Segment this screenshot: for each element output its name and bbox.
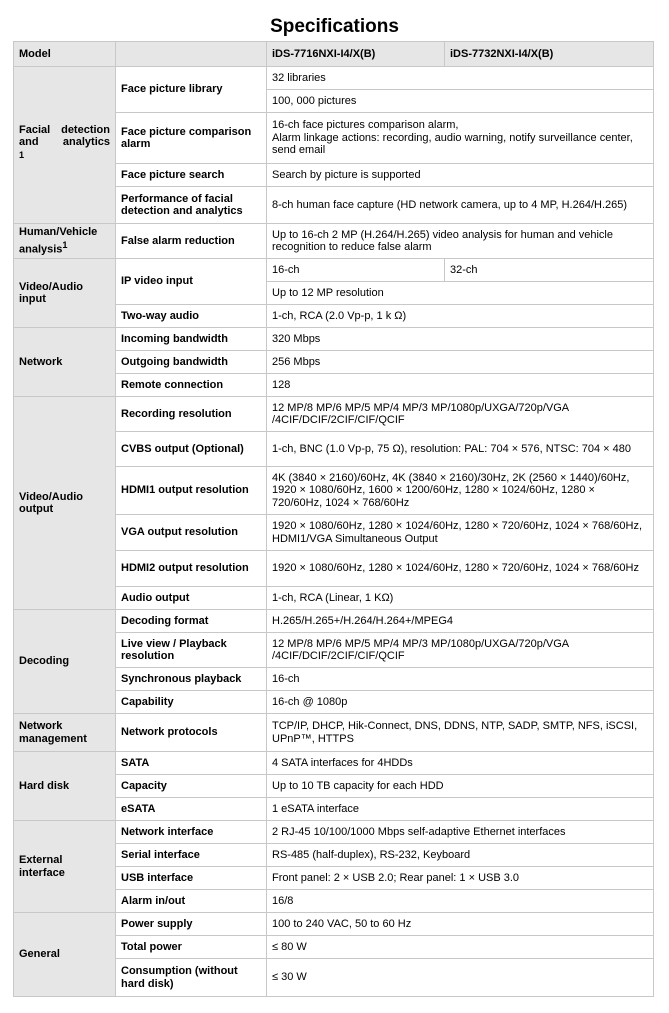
value-serial-interface: RS-485 (half-duplex), RS-232, Keyboard [267, 844, 654, 867]
value-remote-connection: 128 [267, 374, 654, 397]
value-consumption: ≤ 30 W [267, 959, 654, 997]
value-face-performance: 8-ch human face capture (HD network camera, up to 4 MP, H.264/H.265) [267, 187, 654, 224]
table-row [14, 610, 654, 633]
value-network-interface: 2 RJ-45 10/100/1000 Mbps self-adaptive Ethernet interfaces [267, 821, 654, 844]
group-label: Facial detection and analytics [19, 123, 110, 149]
group-hard-disk: Hard disk [14, 752, 116, 821]
label-two-way-audio: Two-way audio [116, 305, 267, 328]
value-sata: 4 SATA interfaces for 4HDDs [267, 752, 654, 775]
group-video-input: Video/Audio input [14, 259, 116, 328]
footnote-mark: 1 [62, 239, 68, 250]
table-row [14, 328, 654, 351]
group-network-management: Network management [14, 714, 116, 752]
value-false-alarm: Up to 16-ch 2 MP (H.264/H.265) video analysis for human and vehicle recognition to reduce false alarm [267, 224, 654, 259]
label-serial-interface: Serial interface [116, 844, 267, 867]
label-esata: eSATA [116, 798, 267, 821]
table-row [14, 752, 654, 775]
table-row [14, 67, 654, 90]
value-face-library-2: 100, 000 pictures [267, 90, 654, 113]
label-cvbs-output: CVBS output (Optional) [116, 432, 267, 467]
footnote-mark: 1 [19, 149, 25, 160]
group-human-vehicle [14, 224, 116, 259]
table-row [14, 397, 654, 432]
label-live-view-resolution: Live view / Playback resolution [116, 633, 267, 668]
value-hdmi1-output: 4K (3840 × 2160)/60Hz, 4K (3840 × 2160)/30Hz, 2K (2560 × 1440)/60Hz, 1920 × 1080/60Hz, 1600 × 1200/60Hz, 1280 × 1024/60Hz, 1280 × 720/60Hz, 1024 × 768/60Hz [267, 467, 654, 515]
label-network-protocols: Network protocols [116, 714, 267, 752]
group-network: Network [14, 328, 116, 397]
value-audio-output: 1-ch, RCA (Linear, 1 KΩ) [267, 587, 654, 610]
value-face-comparison-line1: 16-ch face pictures comparison alarm, [272, 119, 459, 132]
label-face-library: Face picture library [116, 67, 267, 113]
value-cvbs-output: 1-ch, BNC (1.0 Vp-p, 75 Ω), resolution: PAL: 704 × 576, NTSC: 704 × 480 [267, 432, 654, 467]
value-recording-resolution: 12 MP/8 MP/6 MP/5 MP/4 MP/3 MP/1080p/UXGA/720p/VGA /4CIF/DCIF/2CIF/CIF/QCIF [267, 397, 654, 432]
page-title: Specifications [270, 16, 399, 37]
group-decoding: Decoding [14, 610, 116, 714]
value-esata: 1 eSATA interface [267, 798, 654, 821]
group-external-interface: External interface [14, 821, 116, 913]
value-decoding-format: H.265/H.265+/H.264/H.264+/MPEG4 [267, 610, 654, 633]
value-power-supply: 100 to 240 VAC, 50 to 60 Hz [267, 913, 654, 936]
label-alarm-in-out: Alarm in/out [116, 890, 267, 913]
group-label: Human/Vehicle analysis [19, 226, 98, 256]
label-network-interface: Network interface [116, 821, 267, 844]
value-ip-video-2: 32-ch [445, 259, 654, 282]
table-row [14, 821, 654, 844]
label-vga-output: VGA output resolution [116, 515, 267, 551]
value-ip-resolution: Up to 12 MP resolution [267, 282, 654, 305]
value-face-search: Search by picture is supported [267, 164, 654, 187]
label-incoming-bandwidth: Incoming bandwidth [116, 328, 267, 351]
value-total-power: ≤ 80 W [267, 936, 654, 959]
table-row [14, 913, 654, 936]
value-synchronous-playback: 16-ch [267, 668, 654, 691]
header-row [14, 42, 654, 67]
label-usb-interface: USB interface [116, 867, 267, 890]
table-row [14, 224, 654, 259]
value-capability: 16-ch @ 1080p [267, 691, 654, 714]
value-capacity: Up to 10 TB capacity for each HDD [267, 775, 654, 798]
label-face-performance: Performance of facial detection and analytics [116, 187, 267, 224]
value-outgoing-bandwidth: 256 Mbps [267, 351, 654, 374]
label-audio-output: Audio output [116, 587, 267, 610]
label-hdmi1-output: HDMI1 output resolution [116, 467, 267, 515]
value-alarm-in-out: 16/8 [267, 890, 654, 913]
label-consumption: Consumption (without hard disk) [116, 959, 267, 997]
label-remote-connection: Remote connection [116, 374, 267, 397]
blank-header [116, 42, 267, 67]
label-power-supply: Power supply [116, 913, 267, 936]
label-ip-video-input: IP video input [116, 259, 267, 305]
group-facial [14, 67, 116, 224]
label-face-comparison: Face picture comparison alarm [116, 113, 267, 164]
value-face-comparison [267, 113, 654, 164]
value-face-comparison-line2: Alarm linkage actions: recording, audio warning, notify surveillance center, send email [272, 131, 633, 157]
model-column-2: iDS-7732NXI-I4/X(B) [445, 42, 654, 67]
value-ip-video-1: 16-ch [267, 259, 445, 282]
label-decoding-format: Decoding format [116, 610, 267, 633]
label-outgoing-bandwidth: Outgoing bandwidth [116, 351, 267, 374]
label-face-search: Face picture search [116, 164, 267, 187]
table-row [14, 259, 654, 282]
value-two-way-audio: 1-ch, RCA (2.0 Vp-p, 1 k Ω) [267, 305, 654, 328]
group-video-output: Video/Audio output [14, 397, 116, 610]
label-hdmi2-output: HDMI2 output resolution [116, 551, 267, 587]
value-live-view-resolution: 12 MP/8 MP/6 MP/5 MP/4 MP/3 MP/1080p/UXGA/720p/VGA /4CIF/DCIF/2CIF/CIF/QCIF [267, 633, 654, 668]
value-incoming-bandwidth: 320 Mbps [267, 328, 654, 351]
value-hdmi2-output: 1920 × 1080/60Hz, 1280 × 1024/60Hz, 1280 × 720/60Hz, 1024 × 768/60Hz [267, 551, 654, 587]
model-column-1: iDS-7716NXI-I4/X(B) [267, 42, 445, 67]
value-face-library-1: 32 libraries [267, 67, 654, 90]
specifications-table [13, 41, 654, 997]
value-usb-interface: Front panel: 2 × USB 2.0; Rear panel: 1 × USB 3.0 [267, 867, 654, 890]
value-network-protocols: TCP/IP, DHCP, Hik-Connect, DNS, DDNS, NTP, SADP, SMTP, NFS, iSCSI, UPnP™, HTTPS [267, 714, 654, 752]
group-general: General [14, 913, 116, 997]
label-sata: SATA [116, 752, 267, 775]
label-capacity: Capacity [116, 775, 267, 798]
label-total-power: Total power [116, 936, 267, 959]
label-synchronous-playback: Synchronous playback [116, 668, 267, 691]
model-header: Model [14, 42, 116, 67]
table-row [14, 714, 654, 752]
value-vga-output: 1920 × 1080/60Hz, 1280 × 1024/60Hz, 1280 × 720/60Hz, 1024 × 768/60Hz, HDMI1/VGA Simultaneous Output [267, 515, 654, 551]
label-capability: Capability [116, 691, 267, 714]
label-recording-resolution: Recording resolution [116, 397, 267, 432]
label-false-alarm: False alarm reduction [116, 224, 267, 259]
